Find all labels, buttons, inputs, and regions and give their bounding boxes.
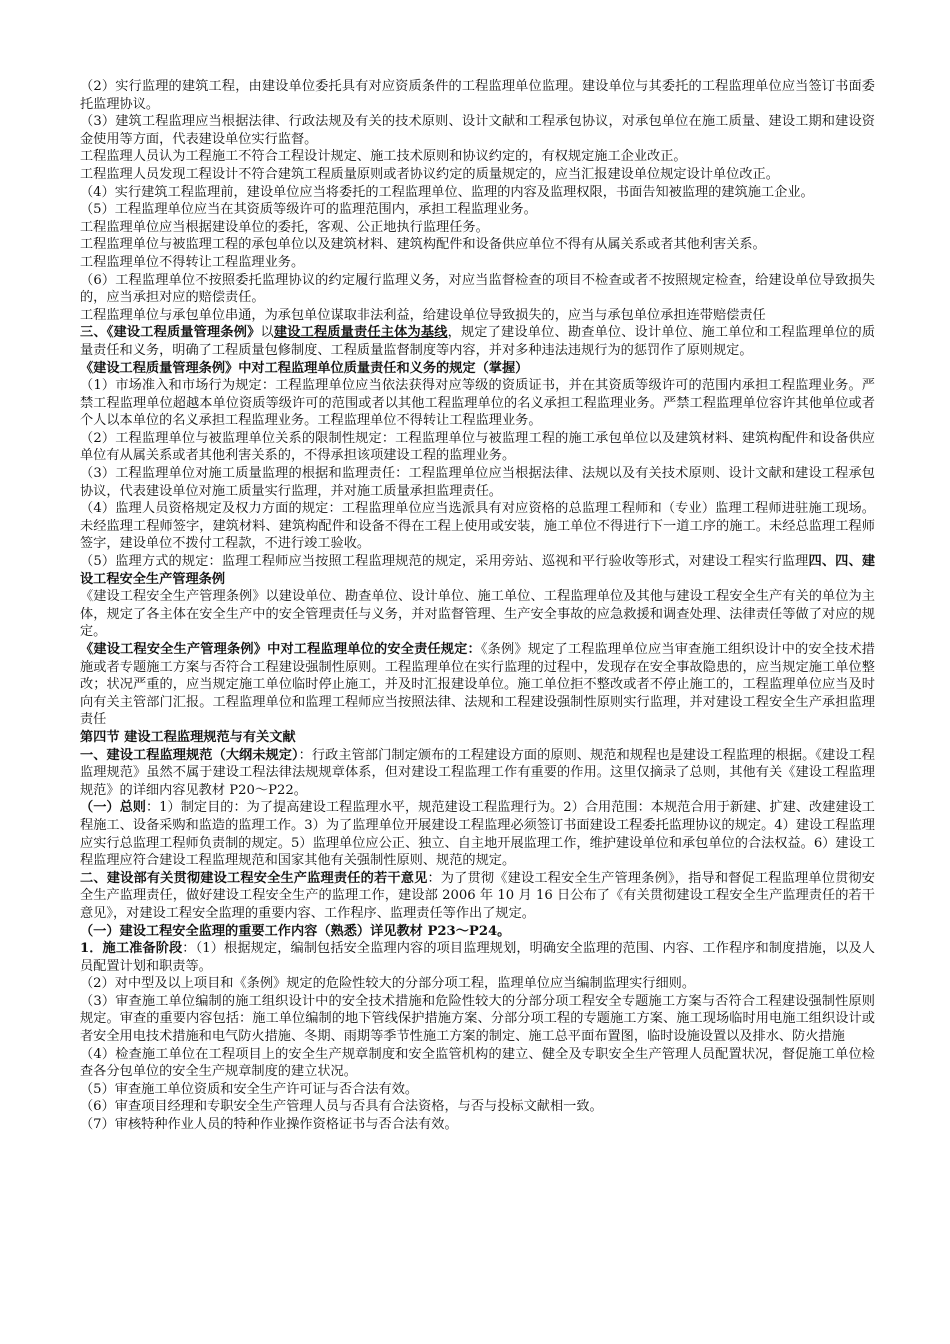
text-run: （5）监理方式的规定：监理工程师应当按照工程监理规范的规定，采用旁站、巡视和平行验收等形式，对建设工程实行监理: [80, 554, 809, 570]
paragraph: [80, 166, 875, 184]
paragraph: [80, 870, 875, 923]
text-run: 三、《建设工程质量管理条例》: [80, 325, 261, 341]
paragraph: [80, 272, 875, 307]
text-run: （7）审核特种作业人员的特种作业操作资格证书与否合法有效。: [80, 1117, 458, 1133]
text-run: （4）监理人员资格规定及权力方面的规定：工程监理单位应当选派具有对应资格的总监理工程师和（专业）监理工程师进驻施工现场。未经监理工程师签字，建筑材料、建筑构配件和设备不得在工程上使用或安装，施工单位不得进行下一道工序的施工。未经总监理工程师签字，建设单位不拨付工程款，不进行竣工验收。: [80, 501, 875, 552]
text-run: ：1）制定目的：为了提高建设工程监理水平，规范建设工程监理行为。2）合用范围：本规范合用于新建、扩建、改建建设工程施工、设备采购和监造的监理工作。3）为了监理单位开展建设工程监理必须签订书面建设工程委托监理协议的规定。4）建设工程监理应实行总监理工程师负责制的规定。5）监理单位应公正、独立、自主地开展监理工作，维护建设单位和承包单位的合法权益。6）建设工程监理应符合建设工程监理规范和国家其他有关强制性原则、规范的规定。: [80, 800, 875, 869]
text-run: （3）建筑工程监理应当根据法律、行政法规及有关的技术原则、设计文献和工程承包协议，对承包单位在施工质量、建设工期和建设资金使用等方面，代表建设单位实行监督。: [80, 114, 875, 147]
text-run: 四、四、建设工程安全生产管理条例: [80, 554, 876, 587]
paragraph: [80, 553, 875, 588]
text-run: （3）工程监理单位对施工质量监理的根据和监理责任：工程监理单位应当根据法律、法规以及有关技术原则、设计文献和建设工程承包协议，代表建设单位对施工质量实行监理，并对施工质量承担监理责任。: [80, 466, 875, 499]
text-run: （5）工程监理单位应当在其资质等级许可的监理范围内，承担工程监理业务。: [80, 202, 537, 218]
paragraph: [80, 940, 875, 975]
text-run: 建设工程质量责任主体为基线: [273, 325, 448, 341]
paragraph: [80, 254, 875, 272]
paragraph: [80, 1081, 875, 1099]
paragraph: [80, 184, 875, 202]
text-run: 工程监理人员认为工程施工不符合工程设计规定、施工技术原则和协议约定的，有权规定施工企业改正。: [80, 149, 687, 165]
text-run: ，规定了建设单位、勘查单位、设计单位、施工单位和工程监理单位的质量责任和义务，明确了工程质量包修制度、工程质量监督制度等内容，并对多种违法违规行为的惩罚作了原则规定。: [80, 325, 876, 358]
text-run: 工程监理单位不得转让工程监理业务。: [80, 254, 305, 270]
text-run: （5）审查施工单位资质和安全生产许可证与否合法有效。: [80, 1081, 419, 1097]
paragraph: [80, 201, 875, 219]
text-run: 《建设工程安全生产管理条例》以建设单位、勘查单位、设计单位、施工单位、工程监理单位及其他与建设工程安全生产有关的单位为主体，规定了各主体在安全生产中的安全管理责任与义务，并对监督管理、生产安全事故的应急救援和调查处理、法律责任等做了对应的规定。: [80, 589, 875, 640]
text-run: 一、建设工程监理规范（大纲未规定）: [80, 747, 299, 763]
paragraph: [80, 588, 875, 641]
paragraph: [80, 307, 875, 325]
paragraph: [80, 236, 875, 254]
text-run: （3）审查施工单位编制的施工组织设计中的安全技术措施和危险性较大的分部分项工程安全专题施工方案与否符合工程建设强制性原则规定。审查的重要内容包括：施工单位编制的地下管线保护措施方案、分部分项工程的专题施工方案、施工现场临时用电施工组织设计或者安全用电技术措施和电气防火措施、冬期、雨期等季节性施工方案的制定、施工总平面布置图，临时设施设置以及排水、防火措施: [80, 993, 875, 1045]
paragraph: [80, 360, 875, 378]
paragraph: [80, 500, 875, 553]
text-run: ：为了贯彻《建设工程安全生产管理条例》，指导和督促工程监理单位贯彻安全生产监理责任，做好建设工程安全生产的监理工作，建设部 2006 年 10 月 16 日公布了《有关贯彻建设工程安全生产监理责任的若干意见》，对建设工程安全监理的重要内容、工作程序、监理责任等作出了规定。: [80, 870, 875, 921]
paragraph: [80, 923, 875, 941]
text-run: 《建设工程质量管理条例》中对工程监理单位质量责任和义务的规定（掌握）: [80, 360, 529, 376]
text-run: ：行政主管部门制定颁布的工程建设方面的原则、规范和规程也是建设工程监理的根据。《建设工程监理规范》虽然不属于建设工程法律法规规章体系，但对建设工程监理工作有重要的作用。这里仅摘录了总则，其他有关《建设工程监理规范》的详细内容见教材 P20～P22。: [80, 747, 875, 798]
text-run: 以: [260, 325, 274, 341]
paragraph: [80, 641, 875, 729]
paragraph: [80, 465, 875, 500]
paragraph: [80, 113, 875, 148]
text-run: 工程监理人员发现工程设计不符合建筑工程质量原则或者协议约定的质量规定的，应当汇报建设单位规定设计单位改正。: [80, 166, 779, 182]
paragraph: [80, 1098, 875, 1116]
text-run: （2）对中型及以上项目和《条例》规定的危险性较大的分部分项工程，监理单位应当编制监理实行细则。: [80, 976, 696, 992]
paragraph: [80, 1116, 875, 1134]
text-run: 工程监理单位与被监理工程的承包单位以及建筑材料、建筑构配件和设备供应单位不得有从属关系或者其他利害关系。: [80, 237, 766, 253]
paragraph: [80, 975, 875, 993]
paragraph: [80, 377, 875, 430]
text-run: （2）实行监理的建筑工程，由建设单位委托具有对应资质条件的工程监理单位监理。建设单位与其委托的工程监理单位应当签订书面委托监理协议。: [80, 79, 875, 112]
text-run: 《建设工程安全生产管理条例》中对工程监理单位的安全责任规定：: [80, 642, 481, 657]
text-run: 第四节 建设工程监理规范与有关文献: [80, 729, 296, 745]
text-run: （4）检查施工单位在工程项目上的安全生产规章制度和安全监管机构的建立、健全及专职安全生产管理人员配置状况，督促施工单位检查各分包单位的安全生产规章制度的建立状况。: [80, 1046, 875, 1080]
text-run: （4）实行建筑工程监理前，建设单位应当将委托的工程监理单位、监理的内容及监理权限，书面告知被监理的建筑施工企业。: [80, 184, 814, 200]
text-run: （2）工程监理单位与被监理单位关系的限制性规定：工程监理单位与被监理工程的施工承包单位以及建筑材料、建筑构配件和设备供应单位有从属关系或者其他利害关系的，不得承担该项建设工程的监理业务。: [80, 430, 875, 464]
text-run: 《条例》规定了工程监理单位应当审查施工组织设计中的安全技术措施或者专题施工方案与否符合工程建设强制性原则。工程监理单位在实行监理的过程中，发现存在安全事故隐患的，应当规定施工单位整改；状况严重的，应当规定施工单位临时停止施工，并及时汇报建设单位。施工单位拒不整改或者不停止施工的，工程监理单位应当及时向有关主管部门汇报。工程监理单位和监理工程师应当按照法律、法规和工程建设强制性原则实行监理，并对建设工程安全生产承担监理责任: [80, 642, 875, 728]
paragraph: [80, 993, 875, 1046]
text-run: （一）建设工程安全监理的重要工作内容（熟悉）详见教材 P23～P24。: [80, 923, 511, 939]
text-run: 二、建设部有关贯彻建设工程安全生产监理责任的若干意见: [80, 870, 428, 886]
paragraph: [80, 219, 875, 237]
text-run: 1．施工准备阶段: [80, 941, 183, 957]
text-run: （6）审查项目经理和专职安全生产管理人员与否具有合法资格，与否与投标文献相一致。: [80, 1099, 603, 1115]
text-run: （1）市场准入和市场行为规定：工程监理单位应当依法获得对应等级的资质证书，并在其资质等级许可的范围内承担工程监理业务。严禁工程监理单位超越本单位资质等级许可的范围或者以其他工程监理单位的名义承担工程监理业务。严禁工程监理单位容许其他单位或者个人以本单位的名义承担工程监理业务。工程监理单位不得转让工程监理业务。: [80, 378, 875, 429]
text-run: ：（1）根据规定，编制包括安全监理内容的项目监理规划，明确安全监理的范围、内容、工作程序和制度措施，以及人员配置计划和职责等。: [80, 941, 875, 974]
text-run: 工程监理单位与承包单位串通，为承包单位谋取非法利益，给建设单位导致损失的，应当与承包单位承担连带赔偿责任: [80, 307, 766, 323]
paragraph: [80, 324, 875, 359]
paragraph: [80, 78, 875, 113]
paragraph: [80, 148, 875, 166]
text-run: （6）工程监理单位不按照委托监理协议的约定履行监理义务，对应当监督检查的项目不检查或者不按照规定检查，给建设单位导致损失的，应当承担对应的赔偿责任。: [80, 272, 875, 306]
text-run: 工程监理单位应当根据建设单位的委托，客观、公正地执行监理任务。: [80, 219, 489, 235]
paragraph: [80, 799, 875, 869]
paragraph: [80, 729, 875, 747]
paragraph: [80, 1046, 875, 1081]
paragraph: [80, 747, 875, 800]
paragraph: [80, 430, 875, 465]
text-run: （一）总则: [80, 800, 146, 816]
